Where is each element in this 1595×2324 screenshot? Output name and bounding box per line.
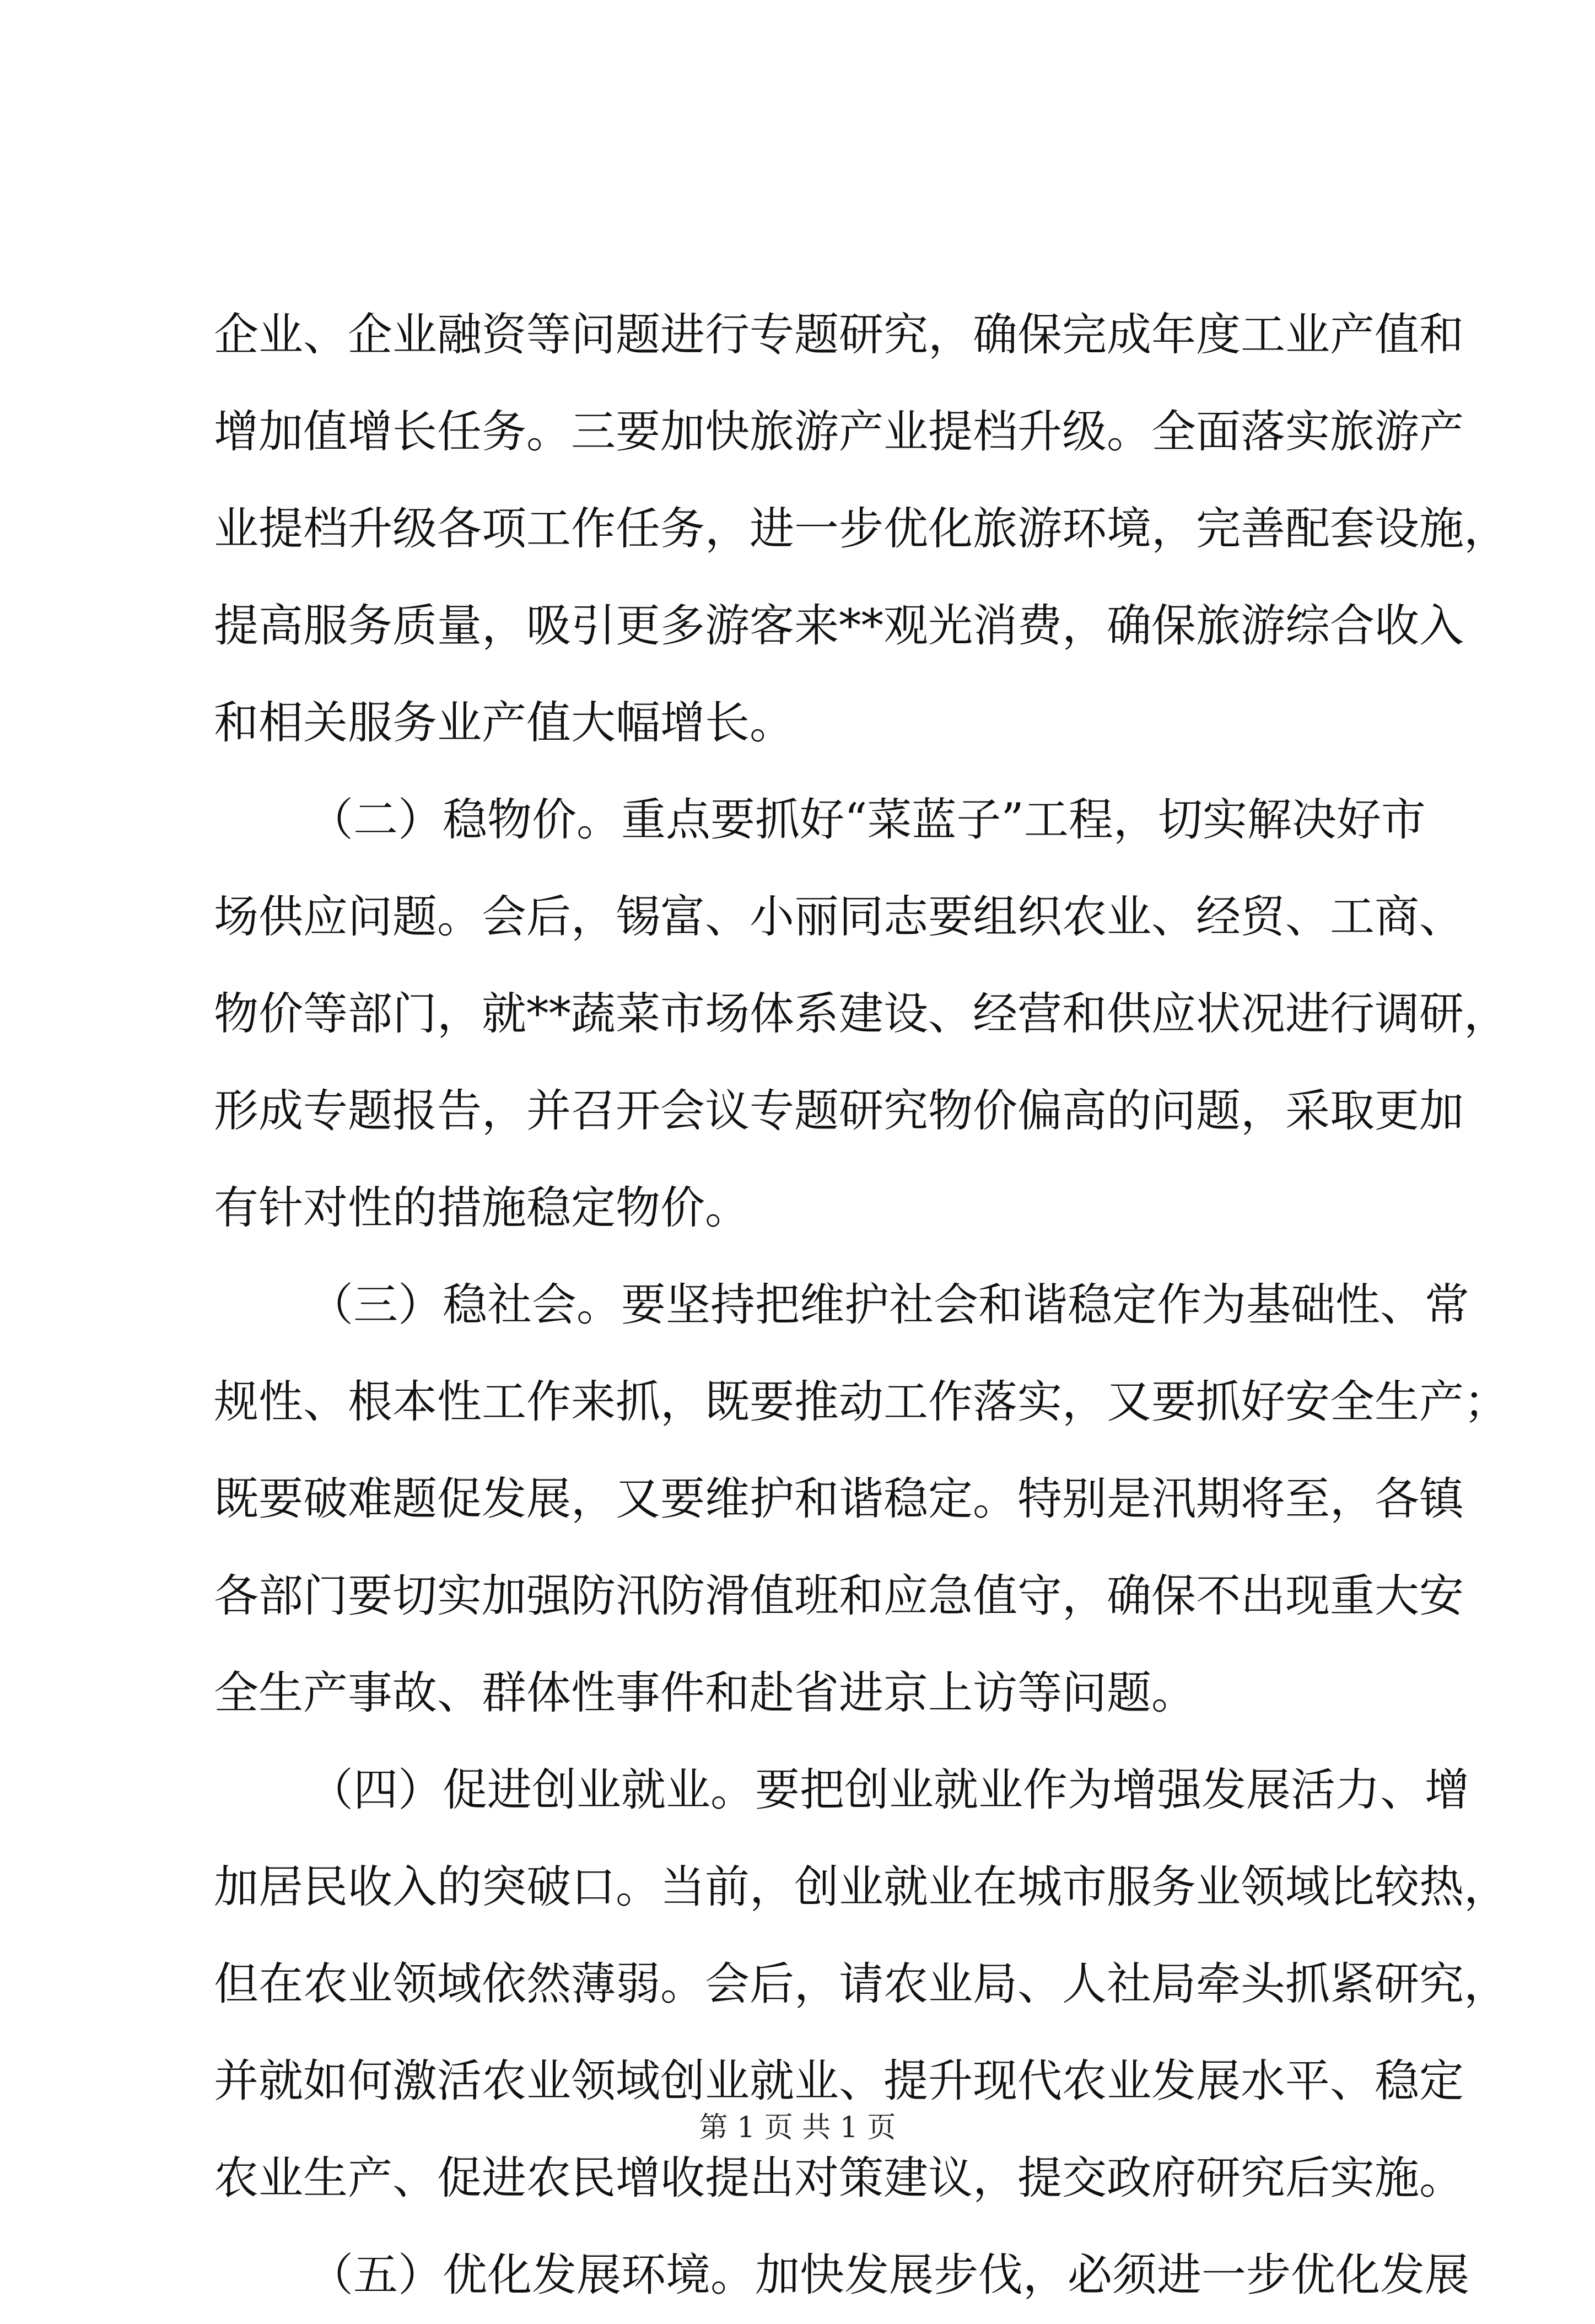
paragraph-first-line: （五）优化发展环境。加快发展步伐，必须进一步优化发展: [309, 2250, 1470, 2301]
paragraph-first-line: （四）促进创业就业。要把创业就业作为增强发展活力、增: [309, 1764, 1470, 1816]
text-line: 各部门要切实加强防汛防滑值班和应急值守，确保不出现重大安: [214, 1570, 1464, 1622]
text-line: 和相关服务业产值大幅增长。: [214, 697, 795, 749]
text-line: 但在农业领域依然薄弱。会后，请农业局、人社局牵头抓紧研究，: [214, 1959, 1509, 2010]
text-line: 农业生产、促进农民增收提出对策建议，提交政府研究后实施。: [214, 2153, 1464, 2204]
text-line: 形成专题报告，并召开会议专题研究物价偏高的问题，采取更加: [214, 1085, 1464, 1137]
document-body: [214, 287, 1509, 2324]
text-line: 场供应问题。会后，锡富、小丽同志要组织农业、经贸、工商、: [214, 891, 1464, 943]
text-line: 有针对性的措施稳定物价。: [214, 1182, 750, 1234]
text-line: 物价等部门，就**蔬菜市场体系建设、经营和供应状况进行调研，: [214, 988, 1509, 1040]
text-line: 规性、根本性工作来抓，既要推动工作落实，又要抓好安全生产；: [214, 1376, 1509, 1428]
page-footer: 第 1 页 共 1 页: [699, 2111, 896, 2144]
text-line: 增加值增长任务。三要加快旅游产业提档升级。全面落实旅游产: [214, 406, 1464, 458]
text-line: 提高服务质量，吸引更多游客来**观光消费，确保旅游综合收入: [214, 600, 1464, 652]
text-line: 企业、企业融资等问题进行专题研究，确保完成年度工业产值和: [214, 309, 1464, 361]
text-line: 全生产事故、群体性事件和赴省进京上访等问题。: [214, 1667, 1197, 1719]
paragraph-first-line: （三）稳社会。要坚持把维护社会和谐稳定作为基础性、常: [309, 1279, 1470, 1331]
paragraph-first-line: （二）稳物价。重点要抓好“菜蓝子”工程，切实解决好市: [309, 794, 1426, 846]
text-line: 既要破难题促发展，又要维护和谐稳定。特别是汛期将至，各镇: [214, 1473, 1464, 1525]
text-line: 并就如何激活农业领域创业就业、提升现代农业发展水平、稳定: [214, 2056, 1464, 2107]
text-line: 业提档升级各项工作任务，进一步优化旅游环境，完善配套设施，: [214, 503, 1509, 555]
text-line: 加居民收入的突破口。当前，创业就业在城市服务业领域比较热，: [214, 1862, 1509, 1913]
